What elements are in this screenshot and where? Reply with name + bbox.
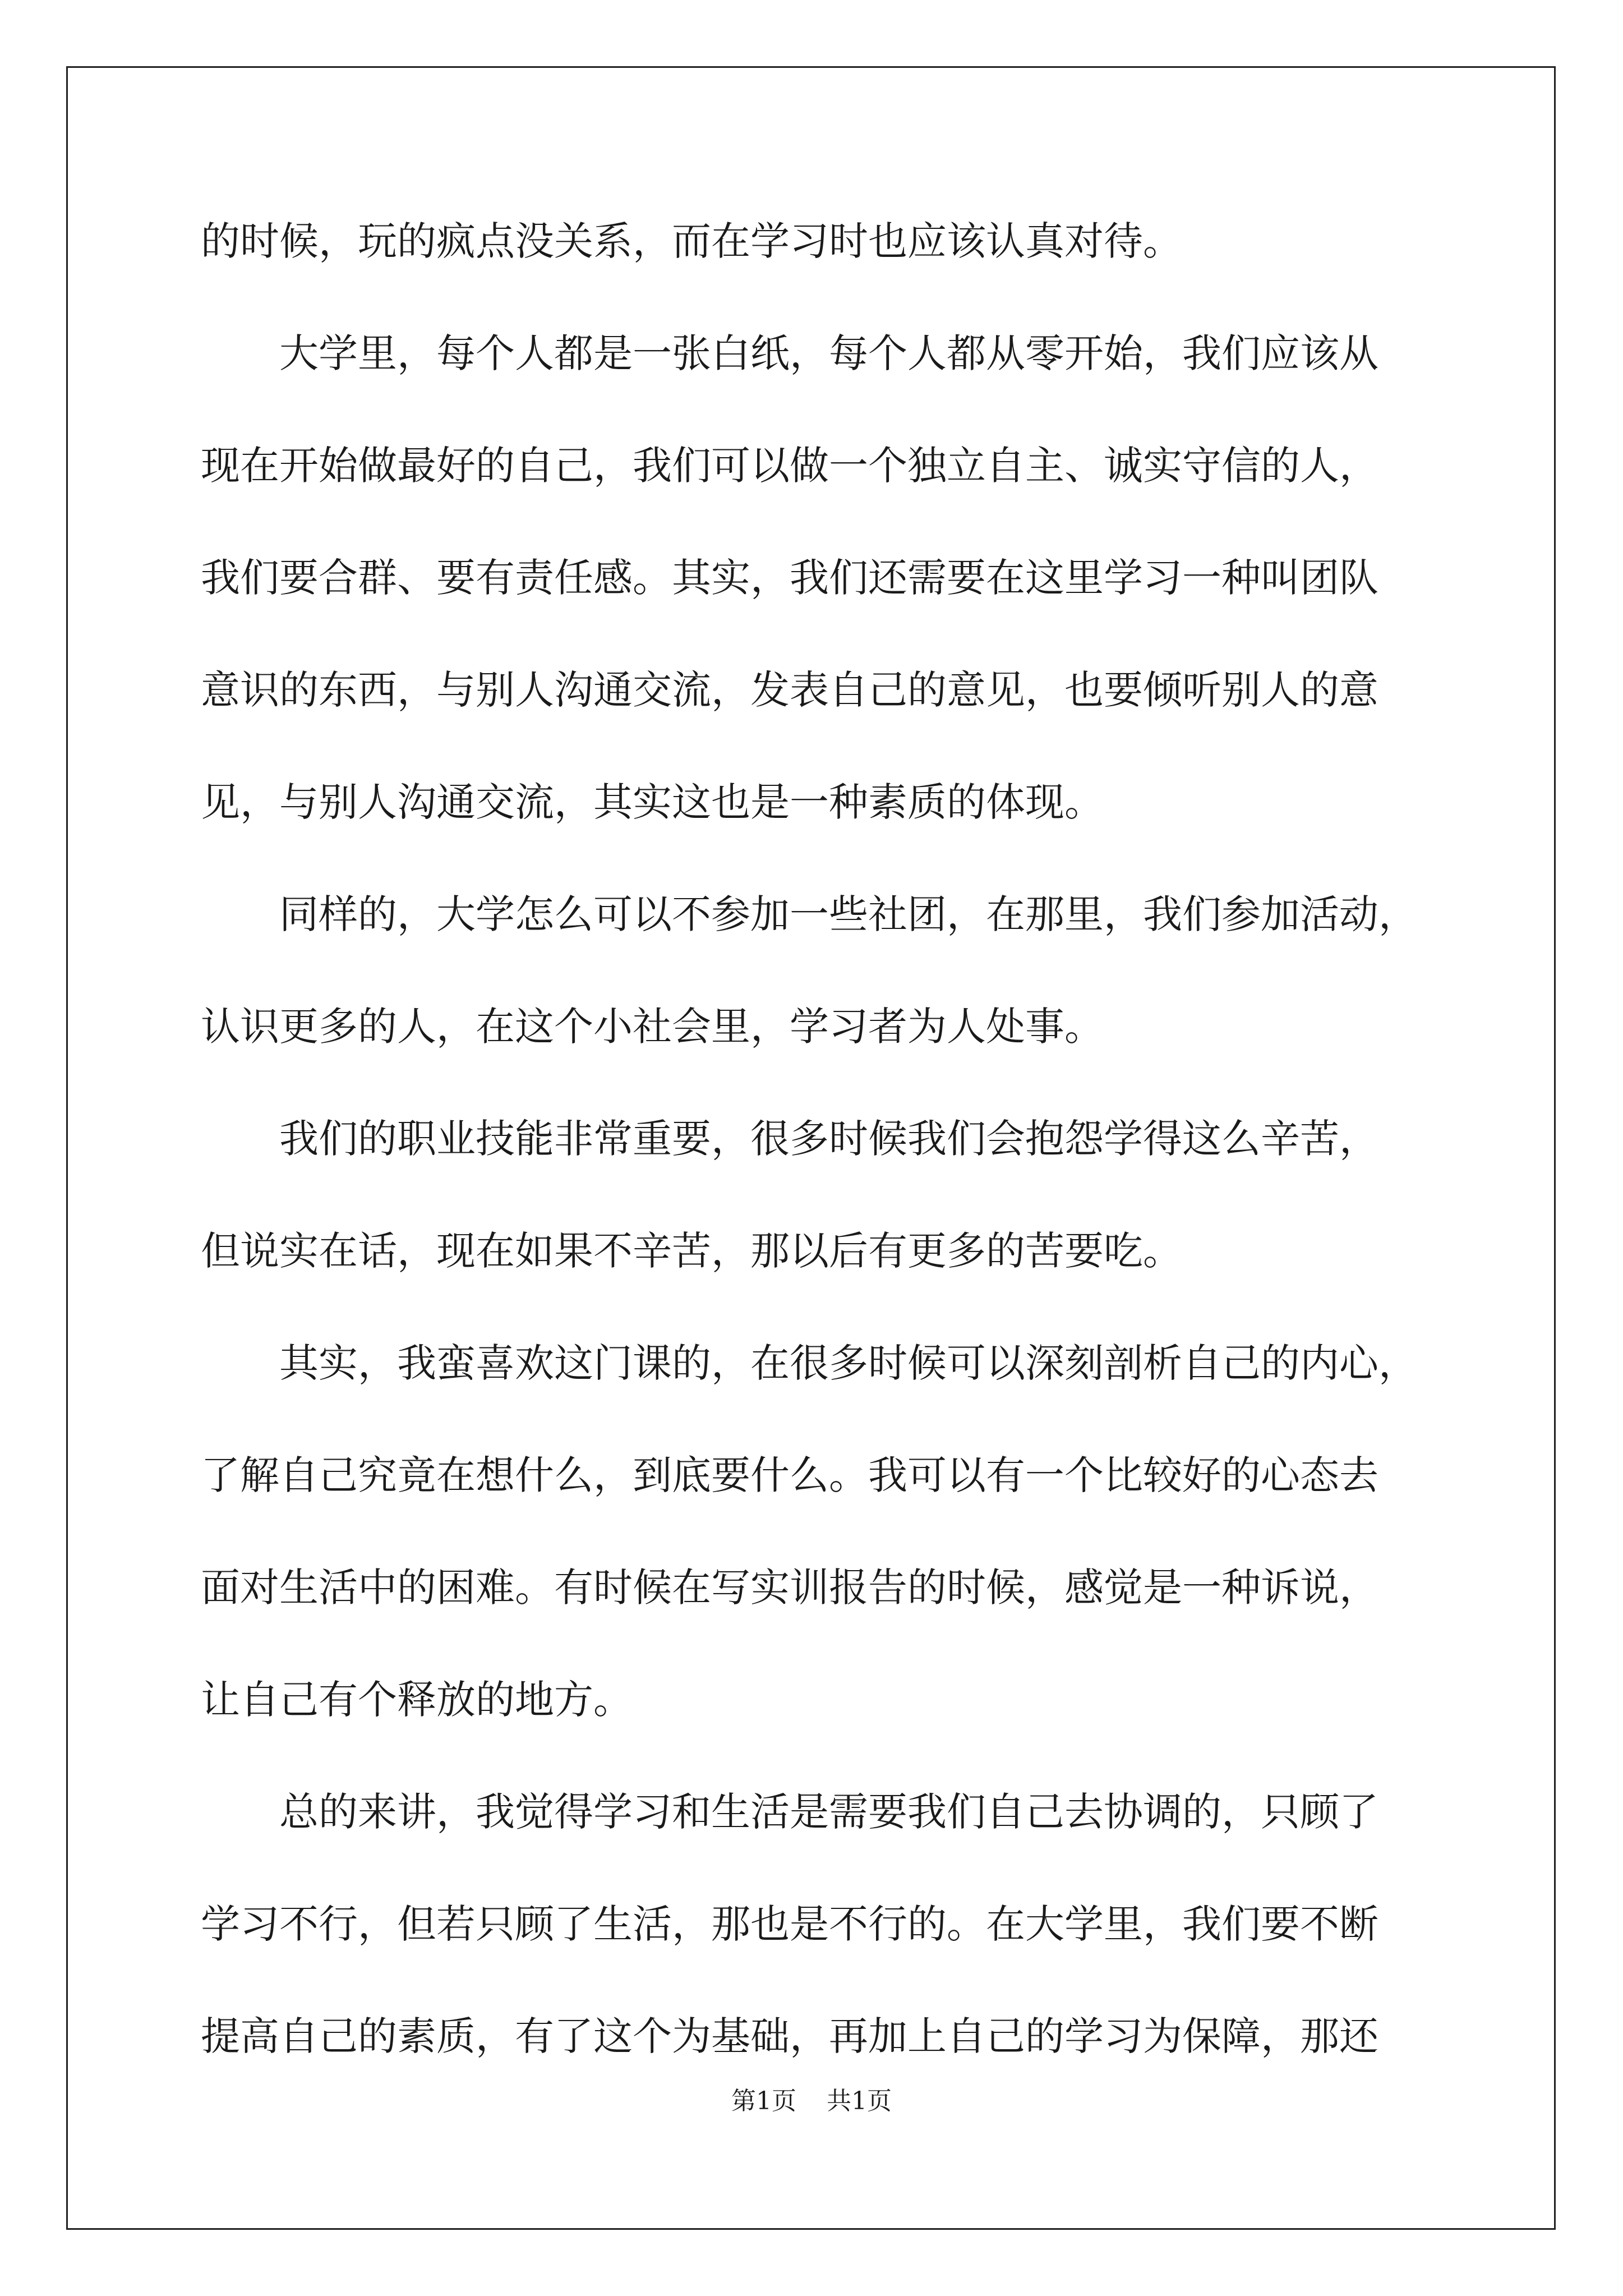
text-line: 提高自己的素质，有了这个为基础，再加上自己的学习为保障，那还 xyxy=(201,2013,1378,2059)
text-line: 的时候，玩的疯点没关系，而在学习时也应该认真对待。 xyxy=(201,218,1182,264)
text-line: 见，与别人沟通交流，其实这也是一种素质的体现。 xyxy=(201,779,1104,825)
text-line: 认识更多的人，在这个小社会里，学习者为人处事。 xyxy=(201,1004,1104,1050)
text-line: 我们的职业技能非常重要，很多时候我们会抱怨学得这么辛苦， xyxy=(201,1116,1378,1162)
text-line: 让自己有个释放的地方。 xyxy=(201,1677,633,1723)
text-line: 学习不行，但若只顾了生活，那也是不行的。在大学里，我们要不断 xyxy=(201,1901,1378,1947)
text-line: 现在开始做最好的自己，我们可以做一个独立自主、诚实守信的人， xyxy=(201,443,1378,489)
text-line: 同样的，大学怎么可以不参加一些社团，在那里，我们参加活动， xyxy=(201,891,1418,937)
page-footer xyxy=(0,2085,1623,2118)
page-number-total: 共1页 xyxy=(827,2087,892,2115)
document-body xyxy=(201,208,1435,2115)
text-line: 我们要合群、要有责任感。其实，我们还需要在这里学习一种叫团队 xyxy=(201,555,1378,601)
text-line: 总的来讲，我觉得学习和生活是需要我们自己去协调的，只顾了 xyxy=(201,1789,1378,1835)
text-line: 了解自己究竟在想什么，到底要什么。我可以有一个比较好的心态去 xyxy=(201,1452,1378,1498)
text-line: 但说实在话，现在如果不辛苦，那以后有更多的苦要吃。 xyxy=(201,1228,1182,1274)
text-line: 其实，我蛮喜欢这门课的，在很多时候可以深刻剖析自己的内心， xyxy=(201,1340,1418,1386)
text-line: 意识的东西，与别人沟通交流，发表自己的意见，也要倾听别人的意 xyxy=(201,667,1378,713)
text-line: 面对生活中的困难。有时候在写实训报告的时候，感觉是一种诉说， xyxy=(201,1565,1378,1611)
page-number-current: 第1页 xyxy=(731,2087,796,2115)
text-line: 大学里，每个人都是一张白纸，每个人都从零开始，我们应该从 xyxy=(201,330,1378,376)
